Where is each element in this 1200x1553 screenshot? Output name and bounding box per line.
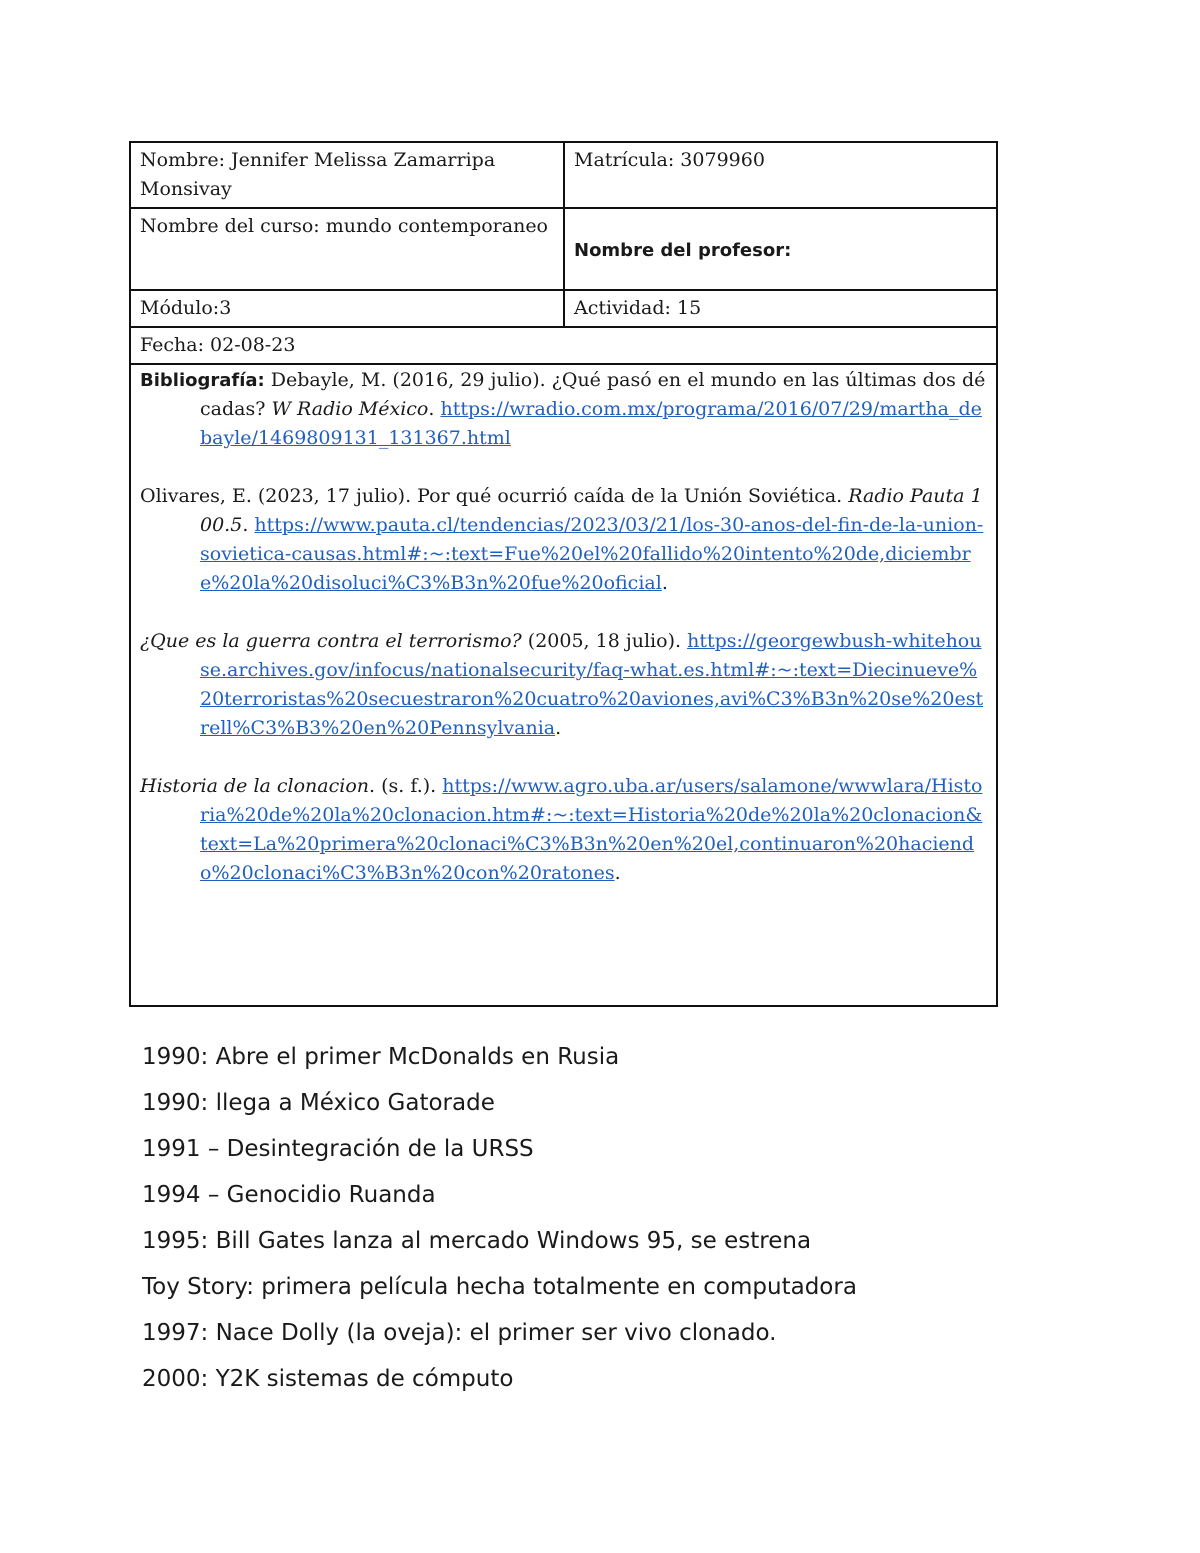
entry-text: Debayle, M. (2016, 29 julio). ¿Qué pasó en el mundo en las últimas dos décadas? — [200, 369, 986, 420]
timeline-item: 1991 – Desintegración de la URSS — [142, 1136, 534, 1162]
timeline-list — [142, 1038, 1042, 1406]
timeline-item: 1990: llega a México Gatorade — [142, 1090, 495, 1116]
entry-text: . — [428, 398, 441, 420]
bibliography-label: Bibliografía: — [140, 370, 265, 391]
professor-cell — [564, 208, 997, 290]
matricula-cell: Matrícula: 3079960 — [564, 142, 997, 208]
timeline-item: 2000: Y2K sistemas de cómputo — [142, 1366, 514, 1392]
bibliography-entry — [140, 482, 987, 598]
timeline-item: 1995: Bill Gates lanza al mercado Windows 95, se estrena — [142, 1228, 812, 1254]
entry-text: (2005, 18 julio). — [521, 630, 688, 652]
entry-tail: . — [614, 862, 621, 884]
professor-label: Nombre del profesor: — [574, 240, 792, 261]
bibliography-entry — [140, 627, 987, 743]
entry-text: . (s. f.). — [369, 775, 443, 797]
date-row — [130, 327, 997, 364]
course-name-cell: Nombre del curso: mundo contemporaneo — [130, 208, 564, 290]
course-row — [130, 208, 997, 290]
student-info-table — [129, 141, 998, 1007]
bibliography-entry — [140, 772, 987, 888]
entry-link[interactable]: https://www.agro.uba.ar/users/salamone/wwwlara/Historia%20de%20la%20clonacion.htm#:~:text=Historia%20de%20la%20clonacion&text=La%20primera%20clonaci%C3%B3n%20en%20el,continuaron%20haciendo%20clonaci%C3%B3n%20con%20ratones — [200, 775, 983, 884]
bibliography-entry — [140, 366, 987, 453]
date-cell: Fecha: 02-08-23 — [130, 327, 997, 364]
module-cell: Módulo:3 — [130, 290, 564, 327]
module-row — [130, 290, 997, 327]
bibliography-row — [130, 364, 997, 1006]
activity-cell: Actividad: 15 — [564, 290, 997, 327]
timeline-item: 1997: Nace Dolly (la oveja): el primer ser vivo clonado. — [142, 1320, 777, 1346]
entry-title: Historia de la clonacion — [140, 775, 370, 797]
entry-text: . — [242, 514, 255, 536]
entry-title: ¿Que es la guerra contra el terrorismo? — [140, 630, 522, 652]
entry-text: Olivares, E. (2023, 17 julio). Por qué ocurrió caída de la Unión Soviética. — [140, 485, 849, 507]
bibliography-cell — [130, 364, 997, 1006]
entry-source: W Radio México — [271, 398, 429, 420]
entry-link[interactable]: https://wradio.com.mx/programa/2016/07/29/martha_debayle/1469809131_131367.html — [200, 398, 982, 449]
timeline-item: 1994 – Genocidio Ruanda — [142, 1182, 436, 1208]
timeline-item: Toy Story: primera película hecha totalmente en computadora — [142, 1274, 857, 1300]
entry-tail: . — [555, 717, 562, 739]
name-row — [130, 142, 997, 208]
entry-link[interactable]: https://georgewbush-whitehouse.archives.gov/infocus/nationalsecurity/faq-what.es.html#:~:text=Diecinueve%20terroristas%20secuestraron%20cuatro%20aviones,avi%C3%B3n%20se%20estrell%C3%B3%20en%20Pennsylvania — [200, 630, 984, 739]
entry-link[interactable]: https://www.pauta.cl/tendencias/2023/03/21/los-30-anos-del-fin-de-la-union-sovietica-causas.html#:~:text=Fue%20el%20fallido%20intento%20de,diciembre%20la%20disoluci%C3%B3n%20fue%20oficial — [200, 514, 984, 594]
entry-tail: . — [661, 572, 668, 594]
student-name-cell: Nombre: Jennifer Melissa Zamarripa Monsivay — [130, 142, 564, 208]
timeline-item: 1990: Abre el primer McDonalds en Rusia — [142, 1044, 620, 1070]
entry-source: Radio Pauta 100.5 — [200, 485, 983, 536]
